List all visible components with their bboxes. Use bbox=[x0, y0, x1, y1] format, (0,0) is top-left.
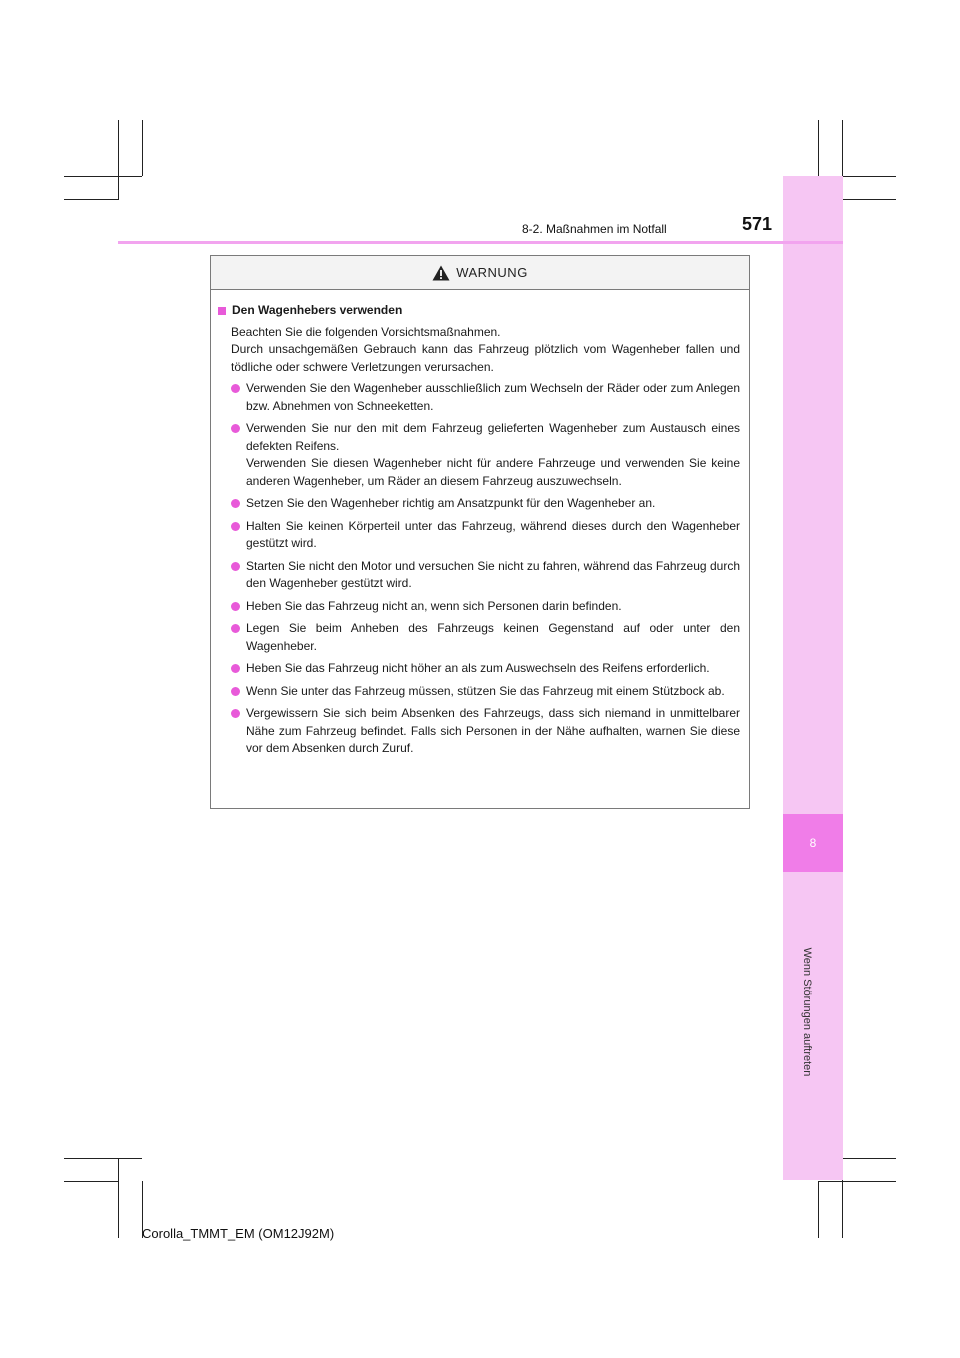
bullet-text: Verwenden Sie nur den mit dem Fahrzeug gelieferten Wagenheber zum Austausch eines defekten Reifens. bbox=[246, 421, 740, 453]
list-item bbox=[231, 380, 740, 415]
chapter-title bbox=[801, 948, 813, 1077]
circle-bullet-icon bbox=[231, 499, 240, 508]
list-item bbox=[231, 620, 740, 655]
header-rule bbox=[118, 241, 843, 244]
bullet-text: Halten Sie keinen Körperteil unter das Fahrzeug, während dieses durch den Wagenheber gestützt wird. bbox=[246, 518, 740, 550]
circle-bullet-icon bbox=[231, 384, 240, 393]
list-item bbox=[231, 705, 740, 758]
warning-subheading bbox=[218, 302, 740, 320]
bullet-text: Legen Sie beim Anheben des Fahrzeugs keinen Gegenstand auf oder unter den Wagenheber. bbox=[246, 621, 740, 653]
circle-bullet-icon bbox=[231, 664, 240, 673]
crop-mark bbox=[842, 176, 896, 177]
circle-bullet-icon bbox=[231, 624, 240, 633]
crop-mark bbox=[842, 1158, 896, 1159]
warning-header bbox=[211, 256, 749, 290]
crop-mark bbox=[118, 1158, 119, 1238]
crop-mark bbox=[64, 1158, 142, 1159]
crop-mark bbox=[64, 199, 118, 200]
crop-mark bbox=[818, 1181, 896, 1182]
bullet-text: Setzen Sie den Wagenheber richtig am Ansatzpunkt für den Wagenheber an. bbox=[246, 496, 656, 510]
circle-bullet-icon bbox=[231, 687, 240, 696]
intro-line: Beachten Sie die folgenden Vorsichtsmaßnahmen. bbox=[231, 324, 501, 339]
bullet-text: Wenn Sie unter das Fahrzeug müssen, stützen Sie das Fahrzeug mit einem Stützbock ab. bbox=[246, 683, 725, 698]
chapter-side-tab bbox=[783, 176, 843, 1180]
chapter-number: 8 bbox=[783, 814, 843, 872]
warning-bullet-list bbox=[218, 380, 740, 758]
warning-triangle-icon bbox=[432, 265, 450, 281]
chapter-title-label: Wenn Störungen auftreten bbox=[801, 947, 813, 1077]
crop-mark bbox=[118, 120, 119, 200]
warning-intro bbox=[231, 324, 740, 377]
bullet-text: Vergewissern Sie sich beim Absenken des Fahrzeugs, dass sich niemand in unmittelbarer Nähe zum Fahrzeug befindet. Falls sich Personen in der Nähe aufhalten, warnen Sie diese vor dem Absenken durch Zuruf. bbox=[246, 706, 740, 755]
circle-bullet-icon bbox=[231, 522, 240, 531]
list-item bbox=[231, 518, 740, 553]
list-item bbox=[231, 660, 740, 678]
circle-bullet-icon bbox=[231, 424, 240, 433]
warning-body bbox=[211, 290, 749, 758]
bullet-text: Heben Sie das Fahrzeug nicht an, wenn sich Personen darin befinden. bbox=[246, 598, 622, 613]
square-bullet-icon bbox=[218, 307, 226, 315]
list-item bbox=[231, 558, 740, 593]
subheading-text: Den Wagenhebers verwenden bbox=[232, 303, 403, 317]
document-id: Corolla_TMMT_EM (OM12J92M) bbox=[142, 1226, 335, 1241]
list-item bbox=[231, 420, 740, 490]
bullet-text: Heben Sie das Fahrzeug nicht höher an als zum Auswechseln des Reifens erforderlich. bbox=[246, 661, 710, 675]
circle-bullet-icon bbox=[231, 602, 240, 611]
bullet-text: Verwenden Sie den Wagenheber ausschließlich zum Wechseln der Räder oder zum Anlegen bzw. Abnehmen von Schneeketten. bbox=[246, 381, 740, 413]
crop-mark bbox=[64, 176, 142, 177]
crop-mark bbox=[64, 1181, 118, 1182]
list-item bbox=[231, 683, 740, 701]
crop-mark bbox=[842, 120, 843, 176]
circle-bullet-icon bbox=[231, 709, 240, 718]
bullet-text: Starten Sie nicht den Motor und versuchen Sie nicht zu fahren, während das Fahrzeug durch den Wagenheber gestützt wird. bbox=[246, 558, 740, 590]
page-number: 571 bbox=[742, 214, 773, 234]
circle-bullet-icon bbox=[231, 562, 240, 571]
warning-box bbox=[210, 255, 750, 809]
list-item bbox=[231, 495, 740, 513]
list-item bbox=[231, 598, 740, 616]
intro-line: Durch unsachgemäßen Gebrauch kann das Fahrzeug plötzlich vom Wagenheber fallen und tödliche oder schwere Verletzungen verursachen. bbox=[231, 342, 740, 374]
crop-mark bbox=[818, 1181, 819, 1238]
bullet-text: Verwenden Sie diesen Wagenheber nicht für andere Fahrzeuge und verwenden Sie keine anderen Wagenheber, um Räder an diesem Fahrzeug auszuwechseln. bbox=[246, 456, 740, 488]
crop-mark bbox=[142, 120, 143, 176]
section-title: 8-2. Maßnahmen im Notfall bbox=[522, 222, 667, 236]
warning-title: WARNUNG bbox=[456, 265, 528, 280]
